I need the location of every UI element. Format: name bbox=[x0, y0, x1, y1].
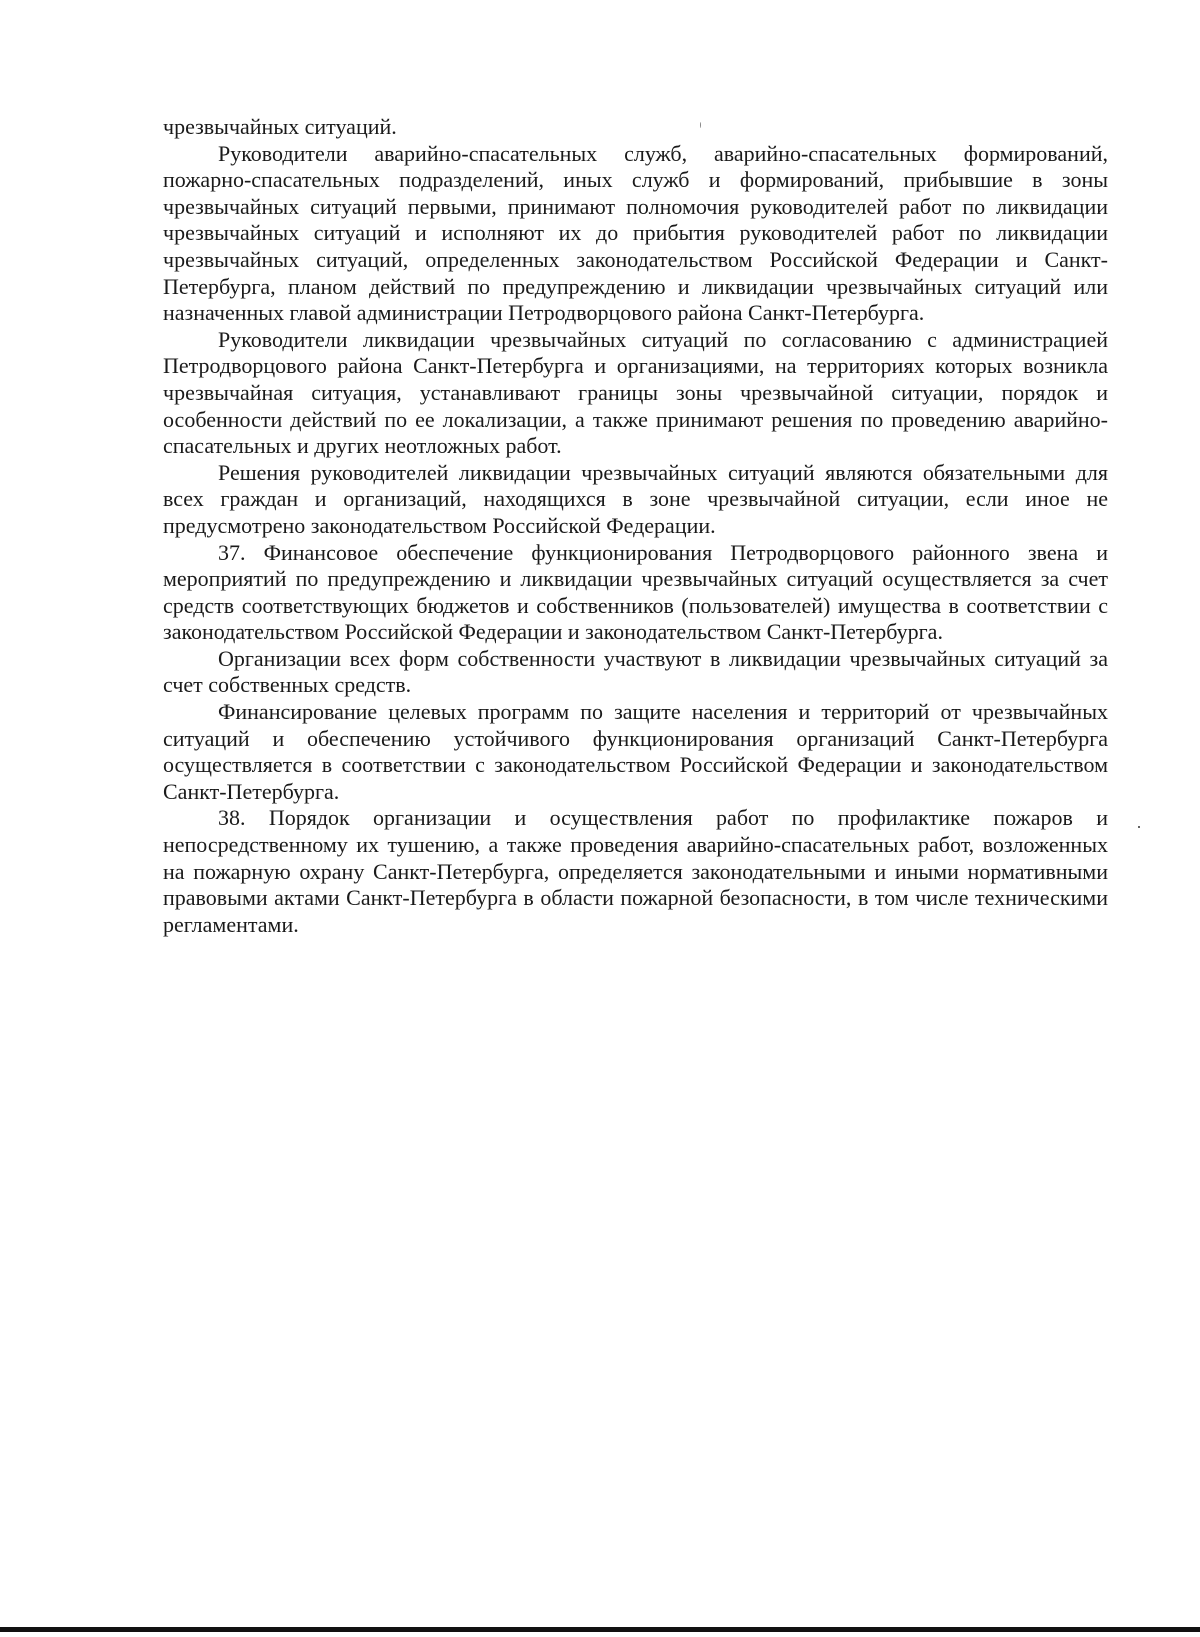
scan-speck bbox=[1138, 826, 1140, 828]
paragraph-decisions: Решения руководителей ликвидации чрезвычайных ситуаций являются обязательными для всех граждан и организаций, находящихся в зоне чрезвычайной ситуации, если иное не предусмотрено законодательством Российской Федерации. bbox=[163, 459, 1108, 538]
scan-speck bbox=[700, 122, 701, 128]
paragraph-section-38: 38. Порядок организации и осуществления работ по профилактике пожаров и непосредственному их тушению, а также проведения аварийно-спасательных работ, возложенных на пожарную охрану Санкт-Петербурга, определяется законодательными и иными нормативными правовыми актами Санкт-Петербурга в области пожарной безопасности, в том числе техническими регламентами. bbox=[163, 805, 1108, 937]
paragraph-organizations: Организации всех форм собственности участвуют в ликвидации чрезвычайных ситуаций за счет собственных средств. bbox=[163, 645, 1108, 698]
paragraph-financing: Финансирование целевых программ по защите населения и территорий от чрезвычайных ситуаций и обеспечению устойчивого функционирования организаций Санкт-Петербурга осуществляется в соответствии с законодательством Российской Федерации и законодательством Санкт-Петербурга. bbox=[163, 699, 1108, 804]
paragraph-rescue-leaders: Руководители аварийно-спасательных служб, аварийно-спасательных формирований, пожарно-спасательных подразделений, иных служб и формирований, прибывшие в зоны чрезвычайных ситуаций первыми, принимают полномочия руководителей работ по ликвидации чрезвычайных ситуаций и исполняют их до прибытия руководителей работ по ликвидации чрезвычайных ситуаций, определенных законодательством Российской Федерации и Санкт-Петербурга, планом действий по предупреждению и ликвидации чрезвычайных ситуаций или назначенных главой администрации Петродворцового района Санкт-Петербурга. bbox=[163, 140, 1108, 326]
paragraph-emergency-leaders: Руководители ликвидации чрезвычайных ситуаций по согласованию с администрацией Петродворцового района Санкт-Петербурга и организациями, на территориях которых возникла чрезвычайная ситуация, устанавливают границы зоны чрезвычайной ситуации, порядок и особенности действий по ее локализации, а также принимают решения по проведению аварийно-спасательных и других неотложных работ. bbox=[163, 326, 1108, 459]
document-page bbox=[163, 114, 1108, 938]
scan-edge-line bbox=[0, 1627, 1200, 1632]
paragraph-continuation: чрезвычайных ситуаций. bbox=[163, 114, 397, 139]
paragraph-section-37: 37. Финансовое обеспечение функционирования Петродворцового районного звена и мероприятий по предупреждению и ликвидации чрезвычайных ситуаций осуществляется за счет средств соответствующих бюджетов и собственников (пользователей) имущества в соответствии с законодательством Российской Федерации и законодательством Санкт-Петербурга. bbox=[163, 539, 1108, 645]
